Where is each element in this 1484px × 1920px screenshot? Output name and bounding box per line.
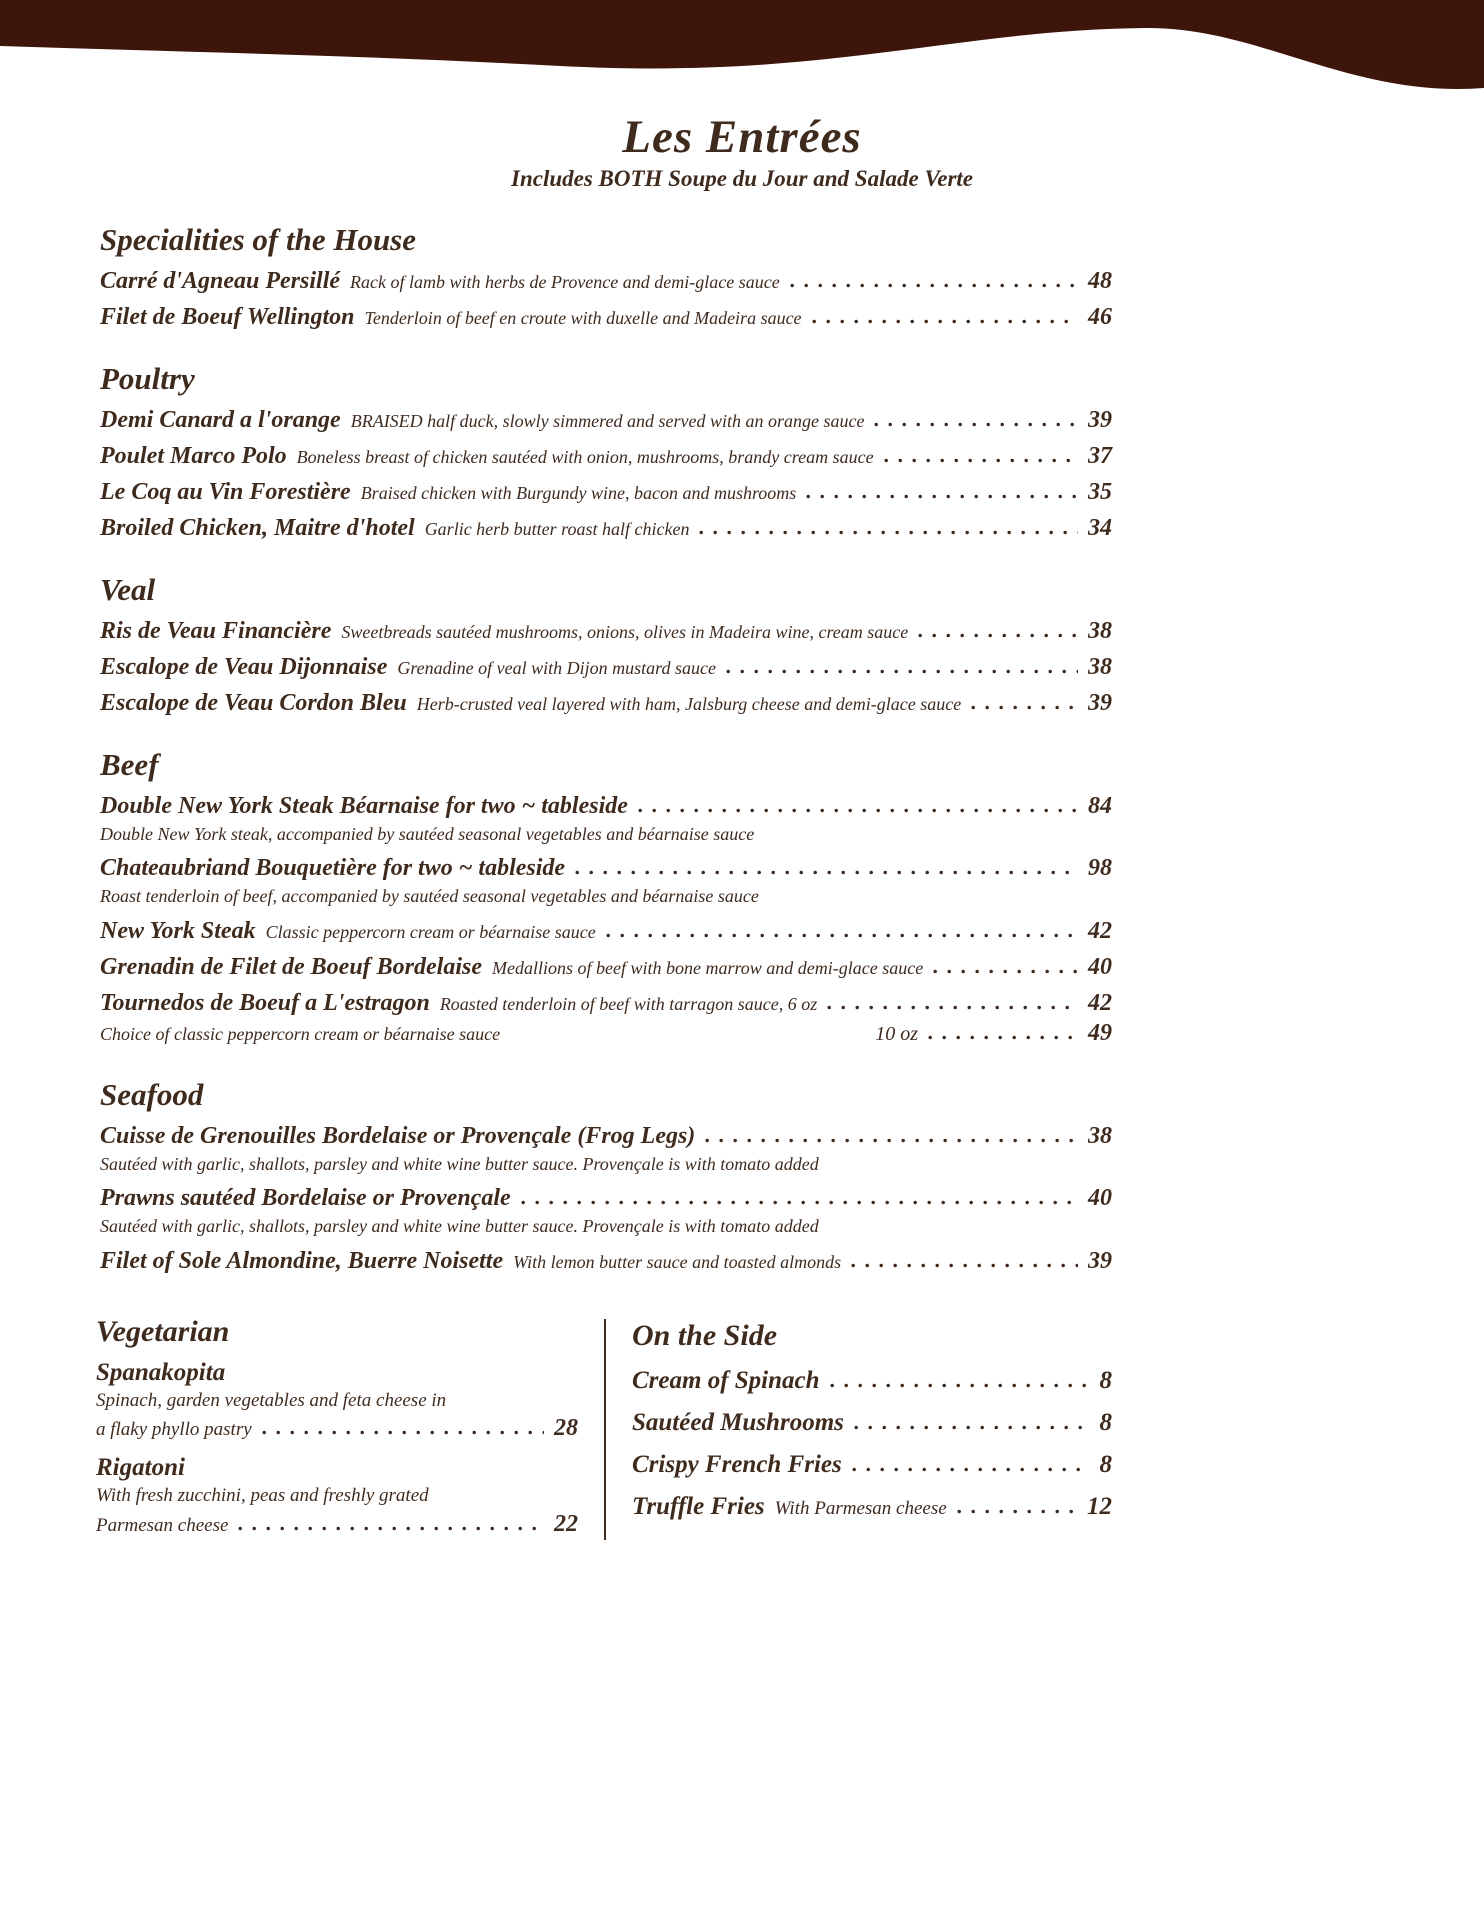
item-name: Escalope de Veau Dijonnaise <box>100 654 388 680</box>
item-price: 38 <box>1088 654 1112 680</box>
dot-leader <box>806 494 1078 499</box>
dot-leader <box>705 1138 1078 1143</box>
header-swoosh-band <box>0 0 1484 104</box>
item-name: Filet de Boeuf Wellington <box>100 304 355 330</box>
item-name: Broiled Chicken, Maitre d'hotel <box>100 515 415 541</box>
item-description: Boneless breast of chicken sautéed with onion, mushrooms, brandy cream sauce <box>296 447 874 467</box>
item-name: Cream of Spinach <box>632 1366 820 1394</box>
item-price: 8 <box>1099 1366 1112 1394</box>
menu-item <box>100 918 1112 945</box>
item-description: Sweetbreads sautéed mushrooms, onions, olives in Madeira wine, cream sauce <box>341 622 909 642</box>
item-description: Roasted tenderloin of beef with tarragon sauce, 6 oz <box>439 993 818 1014</box>
menu-item <box>100 1248 1112 1275</box>
item-name: Demi Canard a l'orange <box>100 407 341 433</box>
dot-leader <box>790 283 1078 288</box>
side-item <box>632 1493 1112 1521</box>
menu-item-line <box>100 1248 1112 1275</box>
dot-leader <box>827 1005 1078 1010</box>
item-name: Ris de Veau Financière <box>100 618 332 644</box>
item-price: 48 <box>1088 268 1112 294</box>
page-title: Les Entrées <box>622 111 862 163</box>
page-subtitle: Includes BOTH Soupe du Jour and Salade Verte <box>511 166 973 191</box>
item-name: Truffle Fries <box>632 1492 765 1520</box>
item-price: 38 <box>1088 618 1112 644</box>
item-description: With Parmesan cheese <box>774 1497 947 1519</box>
dot-leader <box>928 1035 1078 1040</box>
side-item <box>632 1409 1112 1437</box>
item-price: 42 <box>1088 917 1112 944</box>
item-description: Classic peppercorn cream or béarnaise sauce <box>265 921 596 942</box>
dot-leader <box>884 458 1078 463</box>
menu-item <box>100 1123 1112 1176</box>
dot-leader <box>852 1467 1090 1472</box>
item-name: Tournedos de Boeuf a L'estragon <box>100 989 430 1016</box>
item-name: Crispy French Fries <box>632 1450 842 1478</box>
item-price: 12 <box>1087 1492 1112 1520</box>
menu-item-line <box>100 918 1112 945</box>
menu-item-line <box>100 304 1112 331</box>
dot-leader <box>854 1425 1090 1430</box>
item-subdescription: Roast tenderloin of beef, accompanied by sautéed seasonal vegetables and béarnaise sauce <box>100 886 759 907</box>
menu-item <box>100 479 1112 506</box>
item-description: With fresh zucchini, peas and freshly grated <box>96 1485 429 1507</box>
menu-sections <box>100 222 1112 1275</box>
section-heading: Veal <box>100 572 156 607</box>
menu-item-line <box>100 690 1112 717</box>
dot-leader <box>830 1383 1090 1388</box>
menu-item <box>100 1185 1112 1238</box>
vegetarian-column <box>96 1315 578 1541</box>
item-name: Escalope de Veau Cordon Bleu <box>100 690 407 716</box>
item-price: 35 <box>1088 479 1112 505</box>
dot-leader <box>726 669 1078 674</box>
item-name: Spanakopita <box>96 1358 226 1386</box>
menu-item <box>100 690 1112 717</box>
menu-item-line <box>632 1367 1112 1395</box>
item-subdescription: Sautéed with garlic, shallots, parsley and white wine butter sauce. Provençale is with tomato added <box>100 1216 819 1237</box>
item-description: Herb-crusted veal layered with ham, Jalsburg cheese and demi-glace sauce <box>416 694 962 714</box>
item-description: Garlic herb butter roast half chicken <box>424 519 690 539</box>
item-price: 37 <box>1088 443 1112 469</box>
dot-leader <box>521 1200 1078 1205</box>
menu-item <box>100 954 1112 981</box>
menu-item <box>100 855 1112 908</box>
menu-item <box>100 443 1112 470</box>
item-price: 8 <box>1099 1408 1112 1436</box>
menu-item <box>100 304 1112 331</box>
item-price: 49 <box>1088 1019 1112 1046</box>
menu-item-line <box>100 990 1112 1017</box>
menu-item <box>100 654 1112 681</box>
menu-item-line <box>100 793 1112 820</box>
menu-item-line <box>100 1123 1112 1150</box>
menu-item-line <box>100 954 1112 981</box>
item-name: Poulet Marco Polo <box>100 443 287 469</box>
item-price: 40 <box>1088 1185 1112 1212</box>
menu-item <box>100 793 1112 846</box>
menu-item-line <box>100 268 1112 295</box>
dot-leader <box>262 1430 544 1435</box>
section-heading: Poultry <box>100 361 195 396</box>
menu-item-line <box>100 654 1112 681</box>
dot-leader <box>957 1509 1077 1514</box>
item-name: Rigatoni <box>96 1454 185 1482</box>
vegetarian-item <box>96 1359 578 1445</box>
menu-item <box>100 407 1112 434</box>
menu-item <box>100 990 1112 1047</box>
menu-item-subrow <box>100 1020 1112 1047</box>
item-subdescription: Double New York steak, accompanied by sautéed seasonal vegetables and béarnaise sauce <box>100 824 755 844</box>
side-item <box>632 1451 1112 1479</box>
on-the-side-column <box>632 1315 1112 1541</box>
item-name: Le Coq au Vin Forestière <box>100 479 351 505</box>
item-price: 46 <box>1088 304 1112 330</box>
item-price: 84 <box>1088 793 1112 819</box>
menu-content <box>100 222 1112 1275</box>
dot-leader <box>699 530 1078 535</box>
item-price: 39 <box>1088 690 1112 716</box>
item-subdescription: Choice of classic peppercorn cream or béarnaise sauce <box>100 1023 501 1044</box>
menu-item-line <box>100 618 1112 645</box>
item-description: Spinach, garden vegetables and feta cheese in <box>96 1389 447 1411</box>
section-heading: Beef <box>100 747 159 782</box>
item-price: 39 <box>1088 1247 1112 1274</box>
dot-leader <box>933 969 1078 974</box>
menu-item-line <box>100 443 1112 470</box>
dot-leader <box>812 319 1078 324</box>
column-divider <box>604 1319 606 1541</box>
swoosh-graphic <box>0 0 1484 104</box>
item-price: 39 <box>1088 407 1112 433</box>
menu-item-line <box>100 479 1112 506</box>
dot-leader <box>851 1263 1078 1268</box>
section-heading: Specialities of the House <box>100 222 417 257</box>
page-header <box>0 110 1484 192</box>
item-description-price-line <box>96 1509 578 1540</box>
item-description: a flaky phyllo pastry <box>96 1419 252 1441</box>
menu-item-line <box>100 515 1112 542</box>
item-price: 38 <box>1088 1122 1112 1149</box>
item-price: 34 <box>1088 515 1112 541</box>
vegetarian-heading: Vegetarian <box>96 1314 230 1348</box>
item-description: Medallions of beef with bone marrow and demi-glace sauce <box>491 957 924 978</box>
section-heading: Seafood <box>100 1076 204 1112</box>
item-price: 40 <box>1088 953 1112 980</box>
menu-item-line <box>100 407 1112 434</box>
menu-item-line <box>632 1493 1112 1521</box>
item-description: With lemon butter sauce and toasted almonds <box>513 1251 842 1272</box>
item-description: Tenderloin of beef en croute with duxelle and Madeira sauce <box>364 308 802 328</box>
item-name: Grenadin de Filet de Boeuf Bordelaise <box>100 953 482 980</box>
menu-item-line <box>100 1185 1112 1212</box>
item-description: Braised chicken with Burgundy wine, bacon and mushrooms <box>360 483 797 503</box>
dot-leader <box>874 422 1078 427</box>
item-name: New York Steak <box>100 917 256 944</box>
dot-leader <box>918 633 1078 638</box>
menu-item-line <box>632 1451 1112 1479</box>
dot-leader <box>238 1526 544 1531</box>
item-price: 8 <box>1099 1450 1112 1478</box>
item-description: Rack of lamb with herbs de Provence and demi-glace sauce <box>350 272 780 292</box>
item-name: Sautéed Mushrooms <box>632 1408 844 1436</box>
item-price: 42 <box>1088 989 1112 1016</box>
item-name: Carré d'Agneau Persillé <box>100 268 341 294</box>
item-subdescription: Sautéed with garlic, shallots, parsley and white wine butter sauce. Provençale is with tomato added <box>100 1153 819 1174</box>
bottom-columns <box>96 1315 1112 1541</box>
dot-leader <box>638 808 1078 813</box>
menu-item-line <box>632 1409 1112 1437</box>
menu-item <box>100 268 1112 295</box>
side-item <box>632 1367 1112 1395</box>
item-name: Prawns sautéed Bordelaise or Provençale <box>100 1185 511 1212</box>
vegetarian-item <box>96 1454 578 1540</box>
item-name: Double New York Steak Béarnaise for two ~ tableside <box>100 793 628 819</box>
item-description: BRAISED half duck, slowly simmered and served with an orange sauce <box>350 411 865 431</box>
item-price: 28 <box>554 1415 578 1442</box>
item-name: Cuisse de Grenouilles Bordelaise or Provençale (Frog Legs) <box>100 1122 696 1149</box>
portion-size-label: 10 oz <box>875 1022 918 1045</box>
item-price: 22 <box>554 1511 578 1538</box>
dot-leader <box>575 870 1078 875</box>
dot-leader <box>971 705 1078 710</box>
item-name: Chateaubriand Bouquetière for two ~ tableside <box>100 855 566 882</box>
item-description: Grenadine of veal with Dijon mustard sauce <box>397 658 716 678</box>
item-name: Filet of Sole Almondine, Buerre Noisette <box>100 1247 504 1274</box>
item-description: Parmesan cheese <box>96 1515 229 1537</box>
menu-item <box>100 515 1112 542</box>
item-price: 98 <box>1088 855 1112 882</box>
menu-item <box>100 618 1112 645</box>
dot-leader <box>606 933 1078 938</box>
menu-item-line <box>100 855 1112 882</box>
on-the-side-heading: On the Side <box>632 1318 778 1352</box>
item-description-price-line <box>96 1413 578 1444</box>
